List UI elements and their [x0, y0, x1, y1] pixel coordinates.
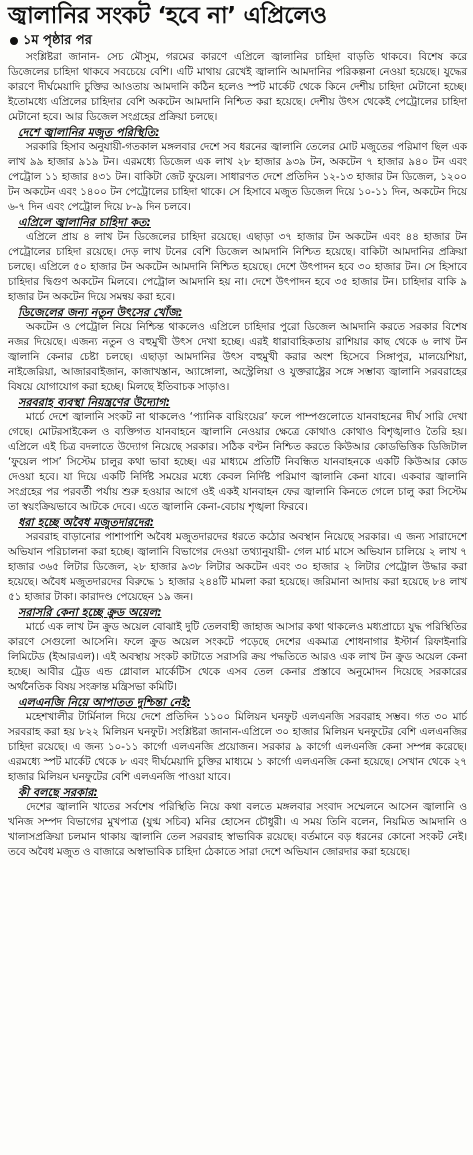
paragraph-stock: সরকারি হিসাব অনুযায়ী-গতকাল মঙ্গলবার দেশে সব ধরনের জ্বালানি তেলের মোট মজুতের পরিমাণ ছিল এক লাখ ৯৯ হাজার ৯১৯ টন। এরমধ্যে ডিজেল এক লাখ ২৮ হাজার ৯৩৯ টন, অকটেন ৭ হাজার ৯৪০ টন এবং পেট্রোল ১১ হাজার ৪৩১ টন। বাকিটা জেট ফুয়েল। সাধারণত দেশে প্রতিদিন ১২-১৩ হাজার টন ডিজেল, ১২০০ টন অকটেন এবং ১৪০০ টন পেট্রোলের চাহিদা থাকে। সে হিসাবে মজুত ডিজেল দিয়ে ১০-১১ দিন, অকটেন দিয়ে ৬-৭ দিন এবং পেট্রোল দিয়ে ৮-৯ দিন চলবে।	[8, 141, 467, 213]
paragraph-lng: মহেশখালীর টার্মিনাল দিয়ে দেশে প্রতিদিন ১১০০ মিলিয়ন ঘনফুট এলএনজি সরবরাহ সম্ভব। গত ৩০ মার্চ সরবরাহ করা হয় ৮২২ মিলিয়ন ঘনফুট। সংশ্লিষ্টরা জানান-এপ্রিলে ৩০ হাজার মিলিয়ন ঘনফুটের বেশি এলএনজির চাহিদা রয়েছে। এ জন্য ১০-১১ কার্গো এলএনজি প্রয়োজন। সরকার ৯ কার্গো এলএনজি কেনা সম্পন্ন করেছে। এরমধ্যে স্পট মার্কেট থেকে ৮ এবং দীর্ঘমেয়াদি চুক্তির মাধ্যমে ১ কার্গো এলএনজি কেনা হয়েছে। সেখান থেকে ২৭ হাজার মিলিয়ন ঘনফুটের বেশি এলএনজি পাওয়া যাবে।	[8, 711, 467, 783]
continued-label: ১ম পৃষ্ঠার পর	[23, 33, 92, 48]
subheading-hoarders: ধরা হচ্ছে অবৈধ মজুতদারদের:	[18, 516, 155, 529]
subheading-government: কী বলছে সরকার:	[18, 786, 98, 799]
paragraph-crude-oil: মার্চে এক লাখ টন ক্রুড অয়েল বোঝাই দুটি তেলবাহী জাহাজ আসার কথা থাকলেও মধ্যপ্রাচ্যে যুদ্ধ পরিস্থিতির কারণে সেগুলো আসেনি। ফলে ক্রুড অয়েল সংকটে পড়েছে দেশের একমাত্র শোধনাগার ইস্টার্ন রিফাইনারি লিমিটেড (ইআরএল)। এই অবস্থায় সংকট কাটাতে সরাসরি ক্রয় পদ্ধতিতে আরও এক লাখ টন ক্রুড অয়েল কেনা হচ্ছে। আবীর ট্রেড এন্ড গ্লোবাল মার্কেটিস থেকে এসব তেল কেনার প্রস্তাবে অনুমোদন দিয়েছে সরকারের অর্থনৈতিক বিষয় সংক্রান্ত মন্ত্রিসভা কমিটি।	[8, 621, 467, 693]
paragraph-supply-control: মার্চে দেশে জ্বালানি সংকট না থাকলেও ‘প্যানিক বায়িংয়ের’ ফলে পাম্পগুলোতে যানবাহনের দীর্ঘ সারি দেখা গেছে। মোটরসাইকেল ও ব্যক্তিগত যানবাহনে জ্বালানি নেওয়ার ক্ষেত্রে কোথাও কোথাও বিশৃঙ্খলাও তৈরি হয়। এপ্রিলে এই চিত্র বদলাতে উদ্যোগ নিয়েছে সরকার। সঠিক বণ্টন নিশ্চিত করতে কিউআর কোডভিত্তিক ডিজিটাল ‘ফুয়েল পাস’ সিস্টেম চালুর কথা ভাবা হচ্ছে। এর মাধ্যমে প্রতিটি নিবন্ধিত যানবাহনকে একটি কিউআর কোড দেওয়া হবে। যা দিয়ে একটি নির্দিষ্ট সময়ের মধ্যে কেবল নির্দিষ্ট পরিমাণ জ্বালানি কেনা যাবে। একবার জ্বালানি সংগ্রহের পর পরবর্তী পর্যায় শুরু হওয়ার আগে ওই একই যানবাহন ফের জ্বালানি কিনতে গেলে চালু করা সিস্টেম তা স্বয়ংক্রিয়ভাবে আটকে দেবে। এতে জ্বালানি কেনা-বেচায় শৃঙ্খলা ফিরবে।	[8, 411, 467, 513]
subheading-lng: এলএনজি নিয়ে আপাতত দুশ্চিন্তা নেই:	[18, 696, 191, 709]
subheading-stock: দেশে জ্বালানির মজুত পরিস্থিতি:	[18, 126, 160, 139]
continued-from-page-one	[10, 32, 467, 49]
paragraph-government: দেশের জ্বালানি খাতের সর্বশেষ পরিস্থিতি নিয়ে কথা বলতে মঙ্গলবার সংবাদ সম্মেলনে আসেন জ্বালানি ও খনিজ সম্পদ বিভাগের মুখপাত্র (যুগ্ম সচিব) মনির হোসেন চৌধুরী। এ সময় তিনি বলেন, নিয়মিত আমদানি ও খালাসপ্রক্রিয়া চলমান থাকায় জ্বালানি তেল সরবরাহ স্বাভাবিক রয়েছে। বর্তমানে বড় ধরনের কোনো সংকট নেই। তবে অবৈধ মজুত ও বাজারে অস্বাভাবিক চাহিদা ঠেকাতে সারা দেশে অভিযান জোরদার করা হয়েছে।	[8, 801, 467, 858]
paragraph-new-sources: অকটেন ও পেট্রোল নিয়ে নিশ্চিন্ত থাকলেও এপ্রিলে চাহিদার পুরো ডিজেল আমদানি করতে সরকার বিশেষ নজর দিয়েছে। এজন্য নতুন ও বহুমুখী উৎস দেখা হচ্ছে। এরই ধারাবাহিকতায় রাশিয়ার কাছ থেকে ৬ লাখ টন জ্বালানি কেনার চেষ্টা চলছে। এছাড়া আমদানির উৎস বহুমুখী করার অংশ হিসেবে সিঙ্গাপুর, মালয়েশিয়া, নাইজেরিয়া, আজারবাইজান, কাজাখস্তান, অ্যাঙ্গোলা, অস্ট্রেলিয়া ও যুক্তরাষ্ট্রের সঙ্গে সম্ভাব্য জ্বালানি সরবরাহের বিষয়ে যোগাযোগ করা হচ্ছে। মিলছে ইতিবাচক সাড়াও।	[8, 321, 467, 393]
subheading-crude-oil: সরাসরি কেনা হচ্ছে ক্রুড অয়েল:	[18, 606, 162, 619]
bullet-icon	[10, 37, 18, 45]
paragraph-hoarders: সরবরাহ বাড়ানোর পাশাপাশি অবৈধ মজুতদারদের ধরতে কঠোর অবস্থান নিয়েছে সরকার। এ জন্য সারাদেশে অভিযান পরিচালনা করা হচ্ছে। জ্বালানি বিভাগের দেওয়া তথ্যানুযায়ী- গেল মার্চ মাসে অভিযান চালিয়ে ২ লাখ ৭ হাজার ৩৬৫ লিটার ডিজেল, ২৮ হাজার ৯৩৮ লিটার অকটেন এবং ৩০ হাজার ২ লিটার পেট্রোল উদ্ধার করা হয়েছে। অবৈধ মজুতদারদের বিরুদ্ধে ১ হাজার ২৪৪টি মামলা করা হয়েছে। জরিমানা আদায় করা হয়েছে ৮৪ লাখ ৫১ হাজার টাকা। কারাদণ্ড পেয়েছেন ১৯ জন।	[8, 531, 467, 603]
paragraph-april-demand: এপ্রিলে প্রায় ৪ লাখ টন ডিজেলের চাহিদা রয়েছে। এছাড়া ৩৭ হাজার টন অকটেন এবং ৪৪ হাজার টন পেট্রোলের চাহিদা রয়েছে। দেড় লাখ টনের বেশি ডিজেল আমদানি নিশ্চিত হয়েছে। বাকিটা আমদানির প্রক্রিয়া চলছে। এপ্রিলে ৫০ হাজার টন অকটেন আমদানি নিশ্চিত হয়েছে। দেশে উৎপাদন হবে ৩০ হাজার টন। সে হিসাবে চাহিদার দ্বিগুণ অকটেন মিলবে। পেট্রোল আমদানি হয় না। দেশে উৎপাদন হবে ৩৫ হাজার টন। চাহিদার বাকি ৯ হাজার টন অকটেন দিয়ে সমন্বয় করা হবে।	[8, 231, 467, 303]
subheading-april-demand: এপ্রিলে জ্বালানির চাহিদা কত:	[18, 216, 151, 229]
headline: জ্বালানির সংকট ‘হবে না’ এপ্রিলেও	[8, 3, 327, 29]
paragraph-intro: সংশ্লিষ্টরা জানান- সেচ মৌসুম, গরমের কারণে এপ্রিলে জ্বালানির চাহিদা বাড়তি থাকবে। বিশেষ করে ডিজেলের চাহিদা থাকবে সবচেয়ে বেশি। এটি মাথায় রেখেই জ্বালানি আমদানির পরিকল্পনা নেওয়া হয়েছে। যুদ্ধের কারণে দীর্ঘমেয়াদি চুক্তির আওতায় আমদানি কঠিন হলেও স্পট মার্কেট থেকে কিনে দেশীয় চাহিদা মেটানো হচ্ছে। ইতোমধ্যে এপ্রিলের চাহিদার বেশি অকটেন আমদানি নিশ্চিত করা হয়েছে। দেশীয় উৎস থেকেই পেট্রোলের চাহিদা মেটানো হবে। আর ডিজেল সংগ্রহের প্রক্রিয়া চলছে।	[8, 51, 467, 123]
subheading-supply-control: সরবরাহ ব্যবস্থা নিয়ন্ত্রণের উদ্যোগ:	[18, 396, 171, 409]
subheading-new-sources: ডিজেলের জন্য নতুন উৎসের খোঁজ:	[18, 306, 183, 319]
